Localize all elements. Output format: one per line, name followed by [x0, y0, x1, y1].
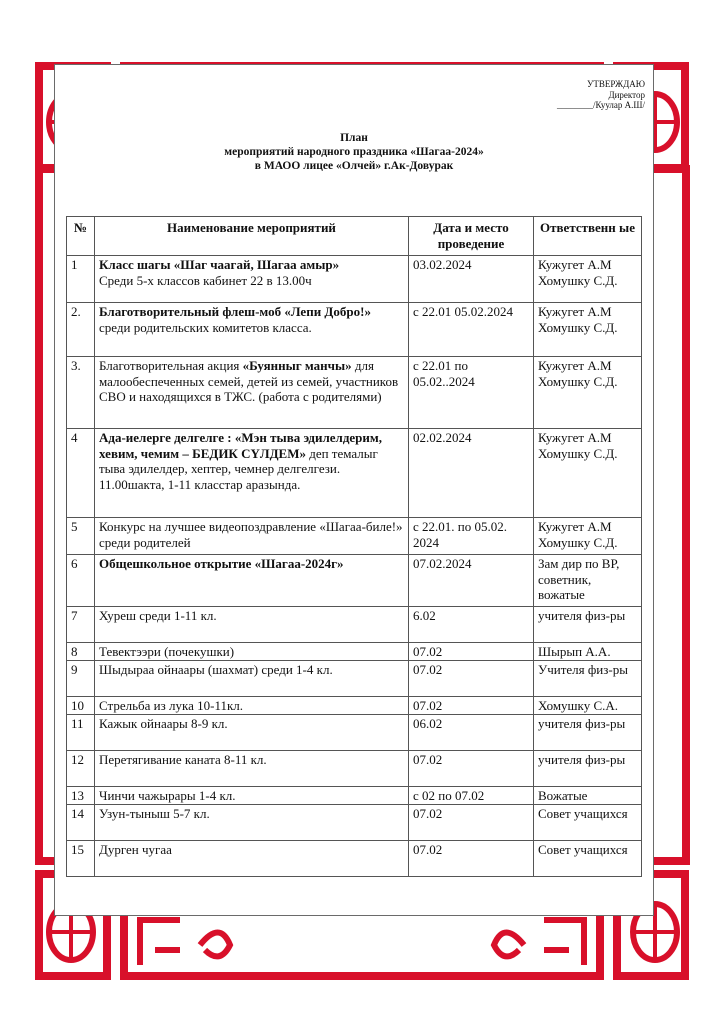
table-row [67, 518, 642, 555]
title-line-3: в МАОО лицее «Олчей» г.Ак-Довурак [254, 160, 454, 172]
row-date-place: с 22.01. по 05.02. 2024 [409, 518, 534, 555]
table-row [67, 787, 642, 805]
event-name-bold: Ада-иелерге делгелге : «Мэн тыва эдилелдерим, хевим, чемим – БЕДИК СҮЛДЕМ» [99, 430, 382, 461]
row-number: 9 [67, 661, 95, 697]
row-date-place: 02.02.2024 [409, 429, 534, 518]
row-responsible: Вожатые [534, 787, 642, 805]
row-number: 13 [67, 787, 95, 805]
row-date-place: с 22.01 05.02.2024 [409, 303, 534, 357]
event-name-text: Шыдыраа ойнаары (шахмат) среди 1-4 кл. [99, 662, 333, 677]
title-line-2: мероприятий народного праздника «Шагаа-2024» [224, 146, 484, 158]
event-name-text: Дурген чугаа [99, 842, 172, 857]
event-name-text: Чинчи чажырары 1-4 кл. [99, 788, 236, 803]
table-row [67, 841, 642, 877]
row-event-name [95, 751, 409, 787]
row-responsible: Совет учащихся [534, 805, 642, 841]
row-date-place: 07.02 [409, 805, 534, 841]
table-row [67, 357, 642, 429]
table-row [67, 256, 642, 303]
row-responsible: учителя физ-ры [534, 715, 642, 751]
row-number: 7 [67, 607, 95, 643]
row-event-name [95, 805, 409, 841]
table-row [67, 303, 642, 357]
row-event-name [95, 697, 409, 715]
row-event-name [95, 357, 409, 429]
decorative-frame-right-side [650, 165, 690, 865]
event-name-bold: Класс шагы «Шаг чаагай, Шагаа амыр» [99, 257, 340, 272]
row-event-name [95, 787, 409, 805]
row-event-name [95, 256, 409, 303]
row-date-place: 07.02 [409, 697, 534, 715]
row-date-place: 07.02 [409, 841, 534, 877]
row-event-name [95, 661, 409, 697]
row-number: 1 [67, 256, 95, 303]
table-row [67, 697, 642, 715]
row-responsible: Кужугет А.М Хомушку С.Д. [534, 303, 642, 357]
table-row [67, 661, 642, 697]
row-responsible: Шырып А.А. [534, 643, 642, 661]
row-number: 14 [67, 805, 95, 841]
row-event-name [95, 555, 409, 607]
table-row [67, 751, 642, 787]
event-name-text: Кажык ойнаары 8-9 кл. [99, 716, 228, 731]
row-date-place: 07.02.2024 [409, 555, 534, 607]
event-name-text: Узун-тыныш 5-7 кл. [99, 806, 210, 821]
event-name-text: Тевектээри (почекушки) [99, 644, 235, 659]
document-title [55, 131, 653, 173]
row-responsible: Зам дир по ВР, советник, вожатые [534, 555, 642, 607]
row-event-name [95, 841, 409, 877]
document-page [54, 64, 654, 916]
row-responsible: Кужугет А.М Хомушку С.Д. [534, 429, 642, 518]
event-name-text: деп темалыг тыва эдилелдер, хептер, чемнер делгелгези. 11.00шакта, 1-11 класстар аразында. [99, 445, 378, 492]
table-row [67, 805, 642, 841]
row-date-place: 03.02.2024 [409, 256, 534, 303]
event-name-text: для малообеспеченных семей, детей из семей, участников СВО и находящихся в ТЖС. (работа с родителями) [99, 358, 399, 404]
row-responsible: учителя физ-ры [534, 751, 642, 787]
row-responsible: Кужугет А.М Хомушку С.Д. [534, 256, 642, 303]
table-header-row [67, 217, 642, 256]
approval-signature: ________/Куулар А.Ш/ [557, 100, 645, 110]
event-name-text: Перетягивание каната 8-11 кл. [99, 752, 267, 767]
row-date-place: 06.02 [409, 715, 534, 751]
row-number: 4 [67, 429, 95, 518]
row-event-name [95, 607, 409, 643]
row-number: 2. [67, 303, 95, 357]
event-name-text: Хуреш среди 1-11 кл. [99, 608, 217, 623]
row-number: 15 [67, 841, 95, 877]
header-event-name: Наименование мероприятий [95, 217, 409, 256]
row-event-name [95, 643, 409, 661]
event-name-text: Конкурс на лучшее видеопоздравление «Шагаа-биле!» среди родителей [99, 519, 403, 550]
approval-position: Директор [608, 89, 645, 100]
row-responsible: Совет учащихся [534, 841, 642, 877]
approval-heading: УТВЕРЖДАЮ [586, 79, 645, 89]
row-event-name [95, 715, 409, 751]
event-name-text: Среди 5-х классов кабинет 22 в 13.00ч [99, 272, 312, 288]
row-responsible: Кужугет А.М Хомушку С.Д. [534, 518, 642, 555]
row-date-place: 07.02 [409, 661, 534, 697]
table-row [67, 555, 642, 607]
events-table [66, 216, 642, 877]
event-name-text: среди родительских комитетов класса. [99, 319, 312, 335]
row-event-name [95, 429, 409, 518]
row-event-name [95, 303, 409, 357]
row-date-place: с 22.01 по 05.02..2024 [409, 357, 534, 429]
table-row [67, 715, 642, 751]
row-number: 3. [67, 357, 95, 429]
row-number: 11 [67, 715, 95, 751]
row-number: 10 [67, 697, 95, 715]
row-date-place: 07.02 [409, 751, 534, 787]
row-responsible: Учителя физ-ры [534, 661, 642, 697]
table-row [67, 643, 642, 661]
event-name-bold: Благотворительный флеш-моб «Лепи Добро!» [99, 304, 371, 319]
event-name-bold: «Буянныг манчы» [242, 358, 352, 373]
row-date-place: 07.02 [409, 643, 534, 661]
event-name-text: Стрельба из лука 10-11кл. [99, 698, 244, 713]
header-responsible: Ответственн ые [534, 217, 642, 256]
row-date-place: 6.02 [409, 607, 534, 643]
approval-stamp [557, 79, 645, 111]
title-line-1: План [340, 132, 368, 144]
header-date-place: Дата и место проведение [409, 217, 534, 256]
row-number: 6 [67, 555, 95, 607]
row-number: 12 [67, 751, 95, 787]
event-name-bold: Общешкольное открытие «Шагаа-2024г» [99, 556, 344, 571]
row-event-name [95, 518, 409, 555]
row-date-place: с 02 по 07.02 [409, 787, 534, 805]
row-responsible: Хомушку С.А. [534, 697, 642, 715]
row-responsible: учителя физ-ры [534, 607, 642, 643]
header-number: № [67, 217, 95, 256]
row-responsible: Кужугет А.М Хомушку С.Д. [534, 357, 642, 429]
event-name-prefix: Благотворительная акция [99, 358, 243, 373]
table-row [67, 607, 642, 643]
row-number: 8 [67, 643, 95, 661]
table-row [67, 429, 642, 518]
row-number: 5 [67, 518, 95, 555]
